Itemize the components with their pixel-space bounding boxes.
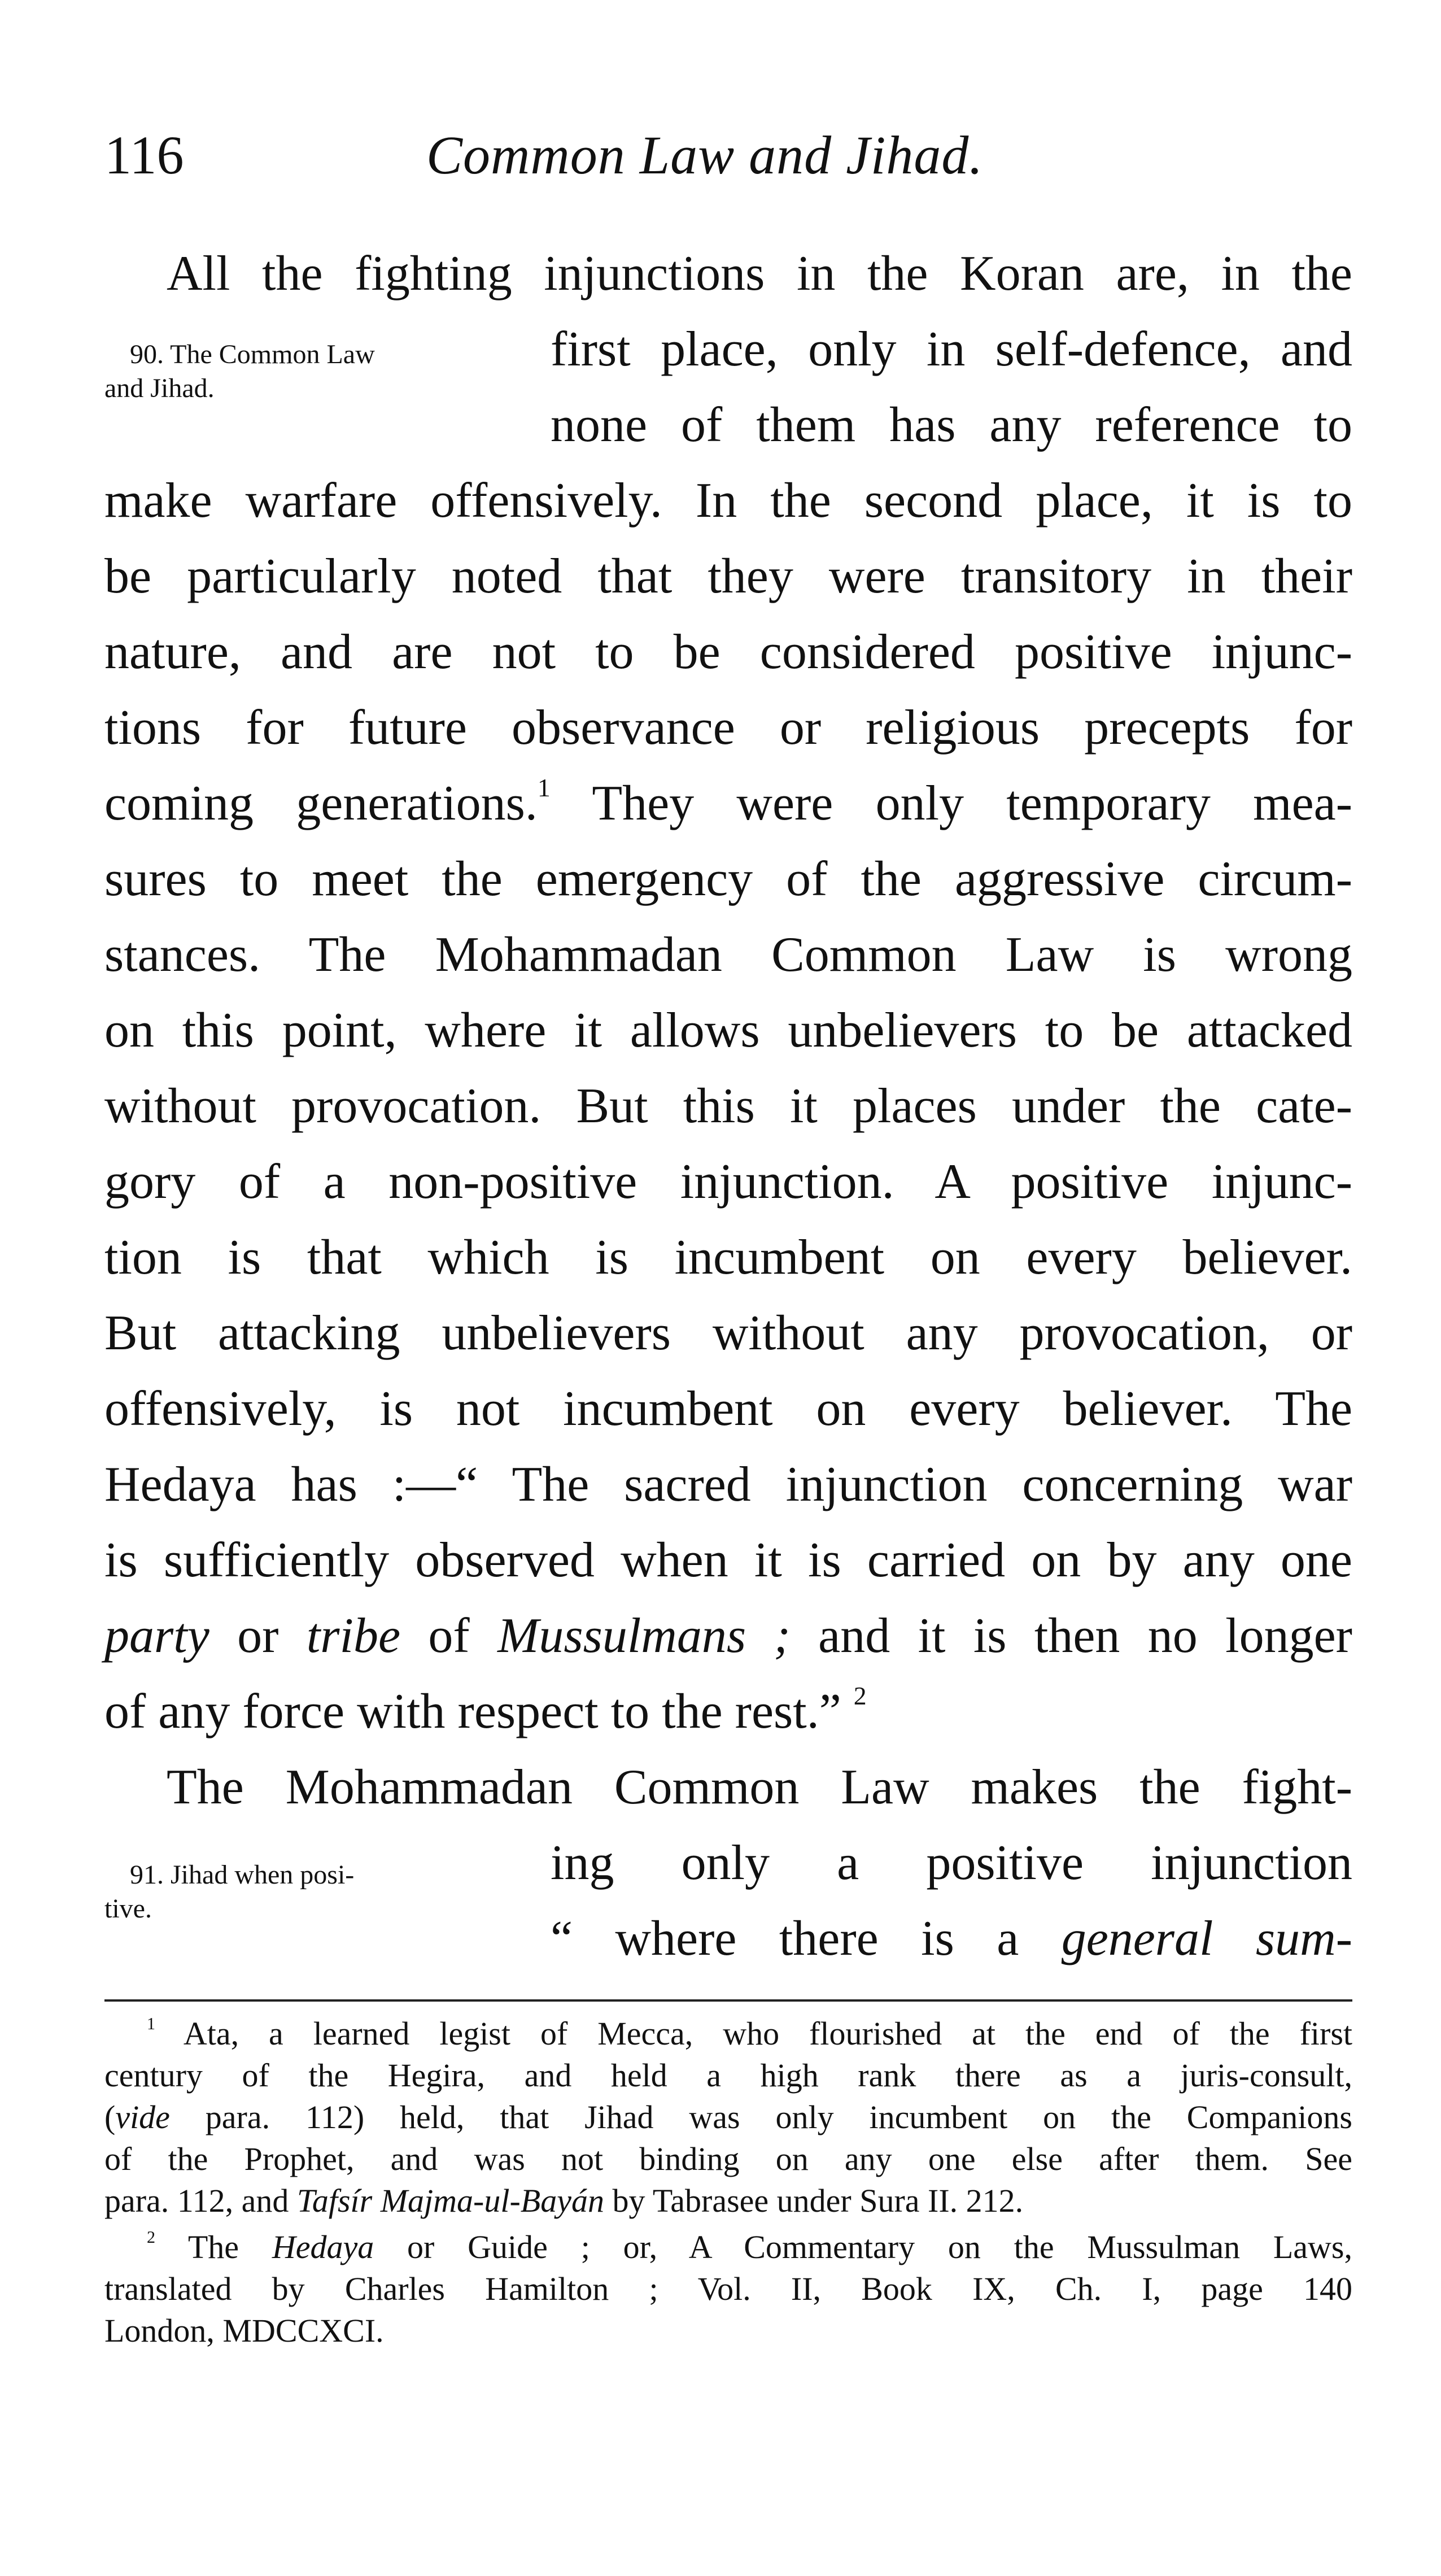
text-segment: para. 112, and [104, 2182, 297, 2219]
text-segment: coming generations. [104, 776, 538, 831]
footnote-2-mark: 2 [147, 2227, 156, 2247]
text-line: Hedaya has :—“ The sacred injunction concerning war [104, 1457, 1352, 1512]
text-line [551, 1902, 1352, 1976]
text-segment: Ata, a learned legist of Mecca, who flourished at the end of the first [155, 2015, 1352, 2052]
text-line: without provocation. But this it places under the cate- [104, 1079, 1352, 1134]
footnote-ref-1[interactable]: 1 [537, 773, 551, 802]
footnote-1-line: of the Prophet, and was not binding on any one else after them. See [104, 2141, 1352, 2177]
text-segment: of [400, 1609, 498, 1663]
text-line: sures to meet the emergency of the aggressive circum- [104, 852, 1352, 906]
text-italic: general sum- [1061, 1911, 1353, 1966]
text-segment: The [155, 2229, 272, 2265]
footnote-2-line: translated by Charles Hamilton ; Vol. II, Book IX, Ch. I, page 140 [104, 2270, 1352, 2307]
text-italic: Tafsír Majma-ul-Bayán [296, 2182, 604, 2219]
text-line [104, 1675, 1352, 1749]
text-segment: of any force with respect to the rest.” [104, 1684, 841, 1739]
footnote-1-mark: 1 [147, 2013, 156, 2033]
text-line [104, 767, 1352, 840]
text-segment: “ where there is a [551, 1911, 1062, 1966]
sidenote-90-line: 90. The Common Law [130, 339, 375, 369]
text-segment: or [209, 1609, 307, 1663]
text-line: gory of a non-positive injunction. A positive injunc- [104, 1154, 1352, 1209]
text-line: tion is that which is incumbent on every believer. [104, 1230, 1352, 1285]
sidenote-90 [104, 338, 500, 406]
text-line [104, 1599, 1352, 1673]
text-segment: or Guide ; or, A Commentary on the Mussulman Laws, [374, 2229, 1353, 2265]
text-italic: Hedaya [272, 2229, 374, 2265]
sidenote-91 [104, 1858, 500, 1926]
sidenote-91-line: tive. [104, 1894, 152, 1924]
text-line: make warfare offensively. In the second place, it is to [104, 473, 1352, 528]
text-line: All the fighting injunctions in the Koran are, in the [167, 246, 1352, 301]
text-italic: vide [115, 2099, 170, 2135]
page-number: 116 [104, 125, 184, 185]
text-line: But attacking unbelievers without any provocation, or [104, 1306, 1352, 1361]
text-segment: by Tabrasee under Sura II. 212. [604, 2182, 1024, 2219]
text-segment: They were only temporary mea- [550, 776, 1353, 831]
text-line: stances. The Mohammadan Common Law is wrong [104, 927, 1352, 982]
text-line: tions for future observance or religious precepts for [104, 700, 1352, 755]
text-italic: party [104, 1609, 209, 1663]
text-italic: Mussulmans ; [497, 1609, 791, 1663]
footnote-divider [104, 1999, 1352, 2002]
footnote-1-line [147, 2013, 1352, 2054]
footnote-1-line [104, 2181, 1352, 2221]
text-segment: para. 112) held, that Jihad was only incumbent on the Companions [169, 2099, 1352, 2135]
text-line: on this point, where it allows unbelievers to be attacked [104, 1003, 1352, 1058]
text-segment: and it is then no longer [790, 1609, 1352, 1663]
text-line: nature, and are not to be considered positive injunc- [104, 625, 1352, 679]
text-italic: tribe [306, 1609, 401, 1663]
sidenote-90-line: and Jihad. [104, 373, 215, 403]
page-header [104, 121, 1347, 195]
footnote-2-line [147, 2227, 1352, 2268]
text-line: The Mohammadan Common Law makes the fight- [167, 1760, 1352, 1815]
text-line: none of them has any reference to [551, 398, 1352, 452]
footnote-2-line: London, MDCCXCI. [104, 2312, 384, 2349]
footnote-1-line: century of the Hegira, and held a high rank there as a juris-consult, [104, 2057, 1352, 2094]
footnote-ref-2[interactable]: 2 [853, 1681, 867, 1710]
text-line: be particularly noted that they were transitory in their [104, 549, 1352, 604]
text-line: offensively, is not incumbent on every believer. The [104, 1381, 1352, 1436]
sidenote-91-line: 91. Jihad when posi- [130, 1860, 355, 1890]
text-line: ing only a positive injunction [551, 1836, 1352, 1890]
running-title: Common Law and Jihad. [426, 125, 984, 185]
text-line: first place, only in self-defence, and [551, 322, 1352, 377]
footnote-1-line: (vide para. 112) held, that Jihad was only incumbent on the Companions [104, 2099, 1352, 2135]
text-line: is sufficiently observed when it is carried on by any one [104, 1533, 1352, 1588]
